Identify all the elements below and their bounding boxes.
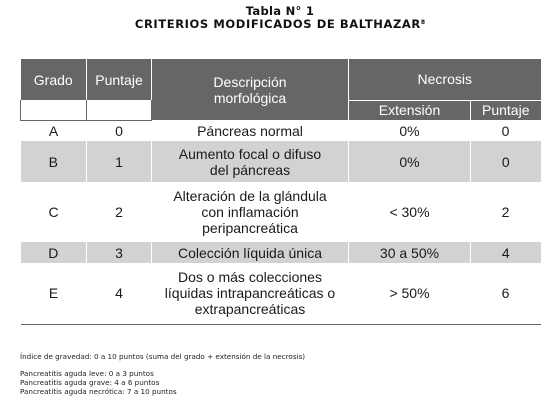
- cell-necrosis-puntaje: 4: [471, 242, 541, 263]
- cell-necrosis-puntaje: 0: [501, 122, 510, 139]
- table-notes: [20, 352, 305, 396]
- cell-puntaje: 3: [87, 242, 152, 263]
- cell-necrosis-puntaje: 2: [501, 204, 510, 220]
- table-title: [0, 17, 560, 31]
- cell-extension: > 50%: [349, 263, 471, 324]
- severity-index-note: Índice de gravedad: 0 a 10 puntos (suma del grado + extensión de la necrosis): [20, 352, 306, 361]
- cell-descripcion: [152, 120, 349, 141]
- header-grado: Grado: [21, 59, 87, 100]
- cell-extension: < 30%: [389, 204, 430, 220]
- header-blank-cell: [21, 100, 87, 120]
- table-row: [21, 263, 541, 324]
- cell-descripcion: [152, 141, 349, 182]
- descripcion-line: Aumento focal o difuso: [178, 145, 322, 162]
- table-row: [21, 182, 541, 242]
- cell-puntaje: 4: [87, 263, 152, 324]
- descripcion-line: líquidas intrapancreáticas o: [164, 285, 336, 302]
- cell-grado: D: [21, 242, 87, 263]
- header-row: [21, 59, 541, 100]
- cell-grado: E: [21, 263, 87, 324]
- table-row: [21, 120, 541, 141]
- table-title-text: CRITERIOS MODIFICADOS DE BALTHAZAR: [134, 17, 421, 31]
- cell-descripcion: [152, 263, 349, 324]
- cell-puntaje: 2: [115, 204, 123, 220]
- descripcion-line: Páncreas normal: [197, 122, 303, 139]
- cell-grado: B: [21, 141, 87, 182]
- notes-spacer: [20, 361, 305, 369]
- severity-line: Pancreatitis aguda necrótica: 7 a 10 puntos: [20, 387, 177, 396]
- header-descripcion: [152, 59, 349, 120]
- balthazar-criteria-table: [20, 59, 541, 325]
- cell-grado: C: [48, 204, 59, 220]
- descripcion-line: peripancreática: [202, 220, 298, 236]
- descripcion-line: extrapancreáticas: [194, 301, 306, 318]
- cell-necrosis-puntaje: 0: [471, 141, 541, 182]
- header-blank-cell: [87, 100, 152, 120]
- cell-necrosis-puntaje: 6: [471, 263, 541, 324]
- descripcion-line: Colección líquida única: [178, 244, 322, 261]
- cell-extension: 0%: [349, 141, 471, 182]
- header-descripcion-line1: Descripción: [213, 73, 287, 90]
- descripcion-line: Alteración de la glándula: [173, 188, 327, 204]
- cell-extension: 0%: [399, 122, 420, 139]
- header-descripcion-line2: morfológica: [213, 89, 287, 106]
- table-row: [21, 141, 541, 182]
- descripcion-line: con inflamación: [201, 204, 299, 220]
- reference-superscript: 8: [420, 19, 426, 26]
- severity-line: Pancreatitis aguda grave: 4 a 6 puntos: [20, 378, 160, 387]
- cell-extension: 30 a 50%: [349, 242, 471, 263]
- severity-line: Pancreatitis aguda leve: 0 a 3 puntos: [20, 369, 154, 378]
- cell-puntaje: 0: [115, 122, 123, 139]
- cell-puntaje: 1: [87, 141, 152, 182]
- descripcion-line: del páncreas: [209, 161, 291, 178]
- table-row: [21, 242, 541, 263]
- cell-grado: A: [48, 122, 59, 139]
- header-necrosis: Necrosis: [349, 59, 541, 100]
- descripcion-line: Dos o más colecciones: [178, 269, 322, 286]
- header-necrosis-puntaje: Puntaje: [471, 100, 541, 120]
- cell-descripcion: [152, 182, 349, 242]
- cell-descripcion: [152, 242, 349, 263]
- table-number: Tabla N° 1: [245, 4, 315, 18]
- header-puntaje: Puntaje: [87, 59, 152, 100]
- header-extension: Extensión: [349, 100, 471, 120]
